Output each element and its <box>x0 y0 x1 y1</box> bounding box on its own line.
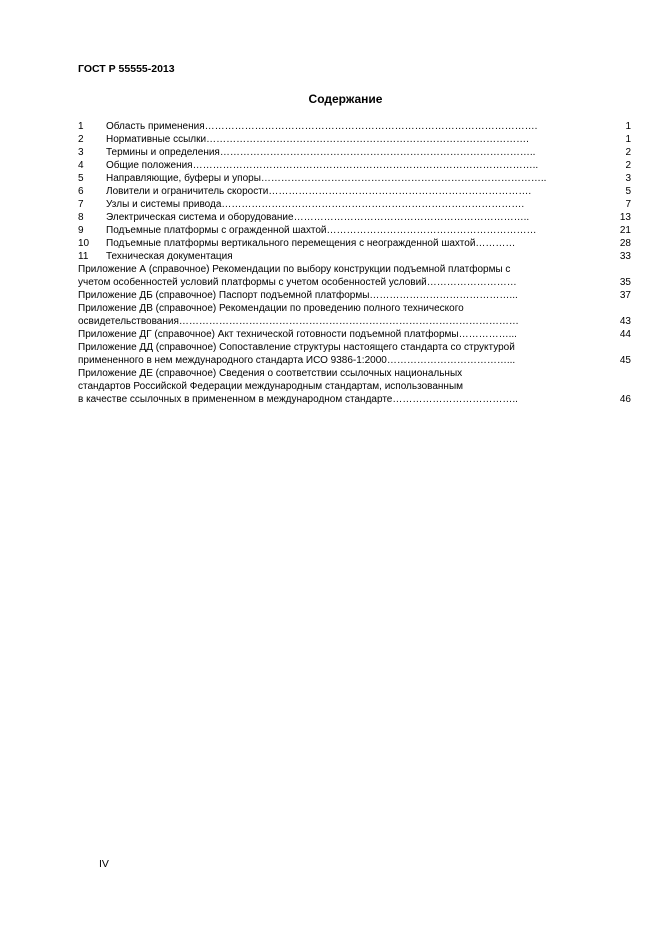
toc-entry-number: 11 <box>78 251 89 262</box>
toc-appendix-text: Приложение ДБ (справочное) Паспорт подъемной платформы……………………………………... <box>78 290 518 301</box>
toc-appendix-text: в качестве ссылочных в примененном в международном стандарте……………………………….. <box>78 394 518 405</box>
toc-entry-page: 28 <box>619 238 631 249</box>
toc-appendix-dd-cont[interactable] <box>78 354 631 367</box>
toc-entry-text: Термины и определения………………………………………………………………………………….. <box>106 147 536 158</box>
document-header: ГОСТ Р 55555-2013 <box>78 63 175 75</box>
toc-appendix-text: примененного в нем международного стандарта ИСО 9386-1:2000………………………………... <box>78 355 516 366</box>
toc-appendix-text: Приложение ДГ (справочное) Акт технической готовности подъемной платформы……………... <box>78 329 517 340</box>
toc-entry-text: Подъемные платформы с огражденной шахтой……………………………………………………… <box>106 225 537 236</box>
toc-entry-number: 8 <box>78 212 84 223</box>
toc-entry-10[interactable] <box>78 237 631 250</box>
toc-entry-number: 1 <box>78 121 84 132</box>
toc-entry-page: 43 <box>619 316 631 327</box>
toc-entry-page: 13 <box>619 212 631 223</box>
toc-entry-page: 21 <box>619 225 631 236</box>
toc-entry-page: 35 <box>619 277 631 288</box>
toc-appendix-a-cont[interactable] <box>78 276 631 289</box>
toc-entry-text: Направляющие, буферы и упоры………………………………………………………………………….. <box>106 173 547 184</box>
toc-entry-number: 10 <box>78 238 90 249</box>
toc-entry-page: 7 <box>625 199 631 210</box>
toc-entry-text: Узлы и системы привода………………………………………………………………………………. <box>106 199 525 210</box>
toc-appendix-text: учетом особенностей условий платформы с учетом особенностей условий……………………… <box>78 277 517 288</box>
toc-appendix-a[interactable] <box>78 263 631 276</box>
toc-entry-text: Электрическая система и оборудование…………………………………………………………….. <box>106 212 530 223</box>
toc-entry-page: 1 <box>625 121 631 132</box>
table-of-contents <box>78 120 631 406</box>
toc-entry-page: 3 <box>625 173 631 184</box>
toc-appendices <box>78 263 631 406</box>
toc-appendix-dv-cont[interactable] <box>78 315 631 328</box>
toc-entry-page: 37 <box>619 290 631 301</box>
toc-appendix-de[interactable] <box>78 367 631 380</box>
toc-entry-number: 5 <box>78 173 84 184</box>
toc-entry-number: 7 <box>78 199 84 210</box>
toc-entry-page: 45 <box>619 355 631 366</box>
toc-entry-page: 2 <box>625 147 631 158</box>
toc-entry-number: 2 <box>78 134 84 145</box>
toc-entry-text: Ловители и ограничитель скорости……………………………………………………………………. <box>106 186 532 197</box>
toc-appendix-text: Приложение ДВ (справочное) Рекомендации по проведению полного технического <box>78 303 464 314</box>
toc-entry-number: 9 <box>78 225 84 236</box>
toc-entry-text: Общие положения………………………………………………………………………………………….. <box>106 160 539 171</box>
toc-entry-page: 5 <box>625 186 631 197</box>
toc-entry-8[interactable] <box>78 211 631 224</box>
toc-entry-text: Область применения………………………………………………………………………………………. <box>106 121 538 132</box>
toc-entry-5[interactable] <box>78 172 631 185</box>
toc-entry-9[interactable] <box>78 224 631 237</box>
toc-entry-4[interactable] <box>78 159 631 172</box>
toc-entry-1[interactable] <box>78 120 631 133</box>
toc-entry-11[interactable] <box>78 250 631 263</box>
toc-entry-7[interactable] <box>78 198 631 211</box>
toc-appendix-dg[interactable] <box>78 328 631 341</box>
toc-entry-page: 33 <box>619 251 631 262</box>
toc-entry-page: 1 <box>625 134 631 145</box>
toc-entry-page: 46 <box>619 394 631 405</box>
toc-appendix-text: Приложение ДД (справочное) Сопоставление структуры настоящего стандарта со структурой <box>78 342 515 353</box>
toc-entry-number: 4 <box>78 160 84 171</box>
toc-entry-text: Техническая документация <box>106 251 233 262</box>
toc-entry-2[interactable] <box>78 133 631 146</box>
toc-appendix-text: Приложение А (справочное) Рекомендации по выбору конструкции подъемной платформы с <box>78 264 511 275</box>
toc-appendix-de-cont[interactable] <box>78 380 631 393</box>
toc-appendix-text: освидетельствования………………………………………………………………………………………… <box>78 316 519 327</box>
toc-appendix-dv[interactable] <box>78 302 631 315</box>
toc-entry-number: 6 <box>78 186 84 197</box>
toc-entry-page: 44 <box>619 329 631 340</box>
toc-entry-text: Нормативные ссылки……………………………………………………………………………………. <box>106 134 529 145</box>
toc-entry-page: 2 <box>625 160 631 171</box>
toc-entry-6[interactable] <box>78 185 631 198</box>
page-number: IV <box>99 858 109 870</box>
toc-title: Содержание <box>308 92 383 106</box>
toc-appendix-text: стандартов Российской Федерации международным стандартам, использованным <box>78 381 464 392</box>
toc-appendix-db[interactable] <box>78 289 631 302</box>
toc-entry-number: 3 <box>78 147 84 158</box>
toc-appendix-dd[interactable] <box>78 341 631 354</box>
toc-entry-3[interactable] <box>78 146 631 159</box>
toc-entry-text: Подъемные платформы вертикального перемещения с неогражденной шахтой………… <box>106 238 516 249</box>
toc-appendix-de-cont2[interactable] <box>78 393 631 406</box>
toc-sections <box>78 120 631 263</box>
toc-appendix-text: Приложение ДЕ (справочное) Сведения о соответствии ссылочных национальных <box>78 368 463 379</box>
